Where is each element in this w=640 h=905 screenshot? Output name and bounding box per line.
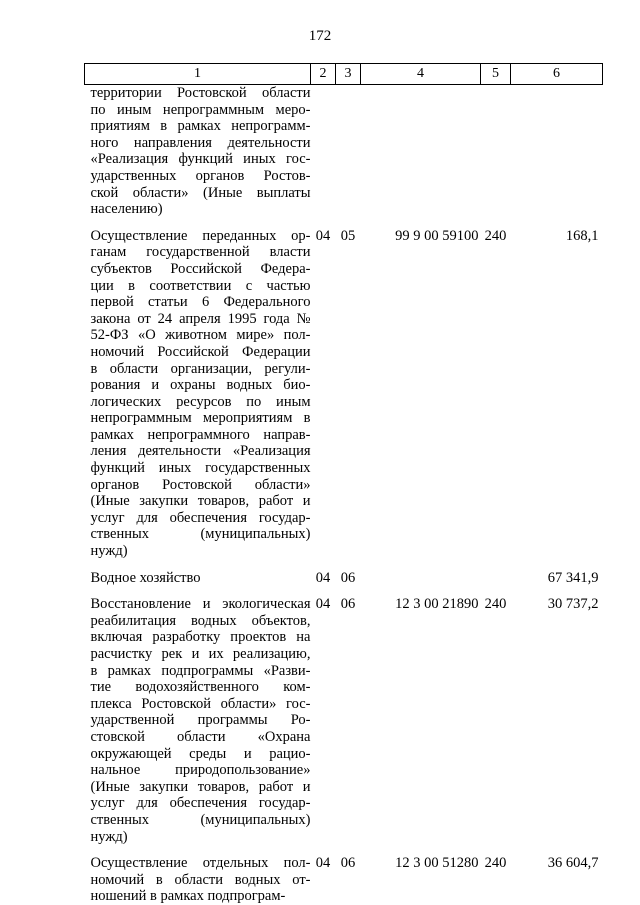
section-code: 04 [315, 855, 331, 872]
target-article-code: 99 9 00 59100 [395, 227, 479, 244]
row-description [85, 596, 311, 855]
description-line: номочий в области водных от- [90, 871, 311, 888]
section-code: 04 [315, 227, 331, 244]
description-line: приятиям в рамках непрограмм- [90, 118, 311, 135]
description-line: ного направления деятельности [90, 134, 311, 151]
amount: 36 604,7 [547, 855, 599, 872]
table-body [85, 85, 603, 905]
header-col-4: 4 [361, 64, 481, 85]
description-line: окружающей среды и рацио- [90, 745, 311, 762]
subsection-code: 06 [340, 569, 356, 586]
header-col-5: 5 [481, 64, 511, 85]
row-description [85, 855, 311, 905]
description-line: в рамках подпрограммы «Разви- [90, 662, 311, 679]
subsection-code: 06 [340, 596, 356, 613]
description-line: Осуществление отдельных пол- [90, 855, 311, 872]
description-line: ношений в рамках подпрограм- [90, 888, 286, 905]
description-line: территории Ростовской области [90, 85, 311, 101]
description-line: Осуществление переданных ор- [90, 227, 311, 244]
amount [511, 85, 603, 228]
description-line: (Иные закупки товаров, работ и [90, 778, 311, 795]
section-code: 04 [315, 569, 331, 586]
expense-type-code: 240 [484, 855, 507, 872]
description-line: по иным непрограммным меро- [90, 101, 311, 118]
target-article-code [361, 570, 481, 597]
description-line: первой статьи 6 Федерального [90, 294, 311, 311]
description-line: расчистку рек и их реализацию, [90, 646, 311, 662]
description-line: рования и охраны водных био- [90, 377, 311, 394]
description-line: услуг для обеспечения государ- [90, 509, 311, 526]
description-line: нальное природопользование» [90, 762, 311, 779]
description-line: нужд) [90, 543, 128, 560]
expense-type-code: 240 [484, 596, 507, 613]
description-line: 52-ФЗ «О животном мире» пол- [90, 327, 311, 344]
row-description [85, 85, 311, 228]
header-col-1: 1 [85, 64, 311, 85]
table-row [85, 596, 603, 855]
header-row [85, 64, 603, 85]
amount: 30 737,2 [547, 596, 599, 613]
amount: 67 341,9 [547, 569, 599, 586]
description-line: в области организации, регули- [90, 360, 311, 377]
description-line: закона от 24 апреля 1995 года № [90, 310, 311, 327]
table-row [85, 228, 603, 570]
table-row [85, 570, 603, 597]
description-line: субъектов Российской Федера- [90, 260, 311, 277]
page-number: 172 [308, 28, 332, 44]
expense-type-code [481, 570, 511, 597]
description-line: ления деятельности «Реализация [90, 443, 311, 460]
description-line: номочий Российской Федерации [90, 343, 311, 360]
description-line: стовской области «Охрана [90, 728, 311, 745]
table-row [85, 85, 603, 228]
section-code [311, 85, 336, 228]
row-description [85, 228, 311, 570]
header-col-2: 2 [311, 64, 336, 85]
section-code: 04 [315, 596, 331, 613]
description-line: функций иных государственных [90, 460, 311, 477]
budget-table [84, 63, 603, 905]
description-line: ственных (муниципальных) [90, 811, 311, 828]
description-line: ской области» (Иные выплаты [90, 184, 311, 201]
amount: 168,1 [565, 227, 599, 244]
description-line: населению) [90, 201, 163, 218]
header-col-3: 3 [336, 64, 361, 85]
subsection-code: 06 [340, 855, 356, 872]
target-article-code [361, 85, 481, 228]
expense-type-code [481, 85, 511, 228]
row-description [85, 570, 311, 597]
target-article-code: 12 3 00 51280 [395, 855, 479, 872]
description-line: услуг для обеспечения государ- [90, 795, 311, 812]
description-line: ударственной программы Ро- [90, 712, 311, 729]
header-col-6: 6 [511, 64, 603, 85]
description-line: Восстановление и экологическая [90, 596, 311, 613]
description-line: ганам государственной власти [90, 244, 311, 261]
description-line: ции в соответствии с частью [90, 277, 311, 294]
expense-type-code: 240 [484, 227, 507, 244]
description-line: реабилитация водных объектов, [90, 612, 311, 629]
description-line: логических ресурсов по иным [90, 393, 311, 410]
description-line: непрограммным мероприятиям в [90, 410, 311, 427]
description-line: рамках непрограммного направ- [90, 426, 311, 443]
target-article-code: 12 3 00 21890 [395, 596, 479, 613]
subsection-code: 05 [340, 227, 356, 244]
description-line: плекса Ростовской области» гос- [90, 695, 311, 712]
description-line: включая разработку проектов на [90, 629, 311, 646]
description-line: Водное хозяйство [90, 569, 201, 586]
description-line: «Реализация функций иных гос- [90, 151, 311, 168]
description-line: тие водохозяйственного ком- [90, 679, 311, 696]
subsection-code [336, 85, 361, 228]
description-line: (Иные закупки товаров, работ и [90, 493, 311, 510]
table-row [85, 855, 603, 905]
description-line: органов Ростовской области» [90, 476, 311, 493]
description-line: нужд) [90, 828, 128, 845]
description-line: ственных (муниципальных) [90, 526, 311, 543]
description-line: ударственных органов Ростов- [90, 167, 311, 184]
